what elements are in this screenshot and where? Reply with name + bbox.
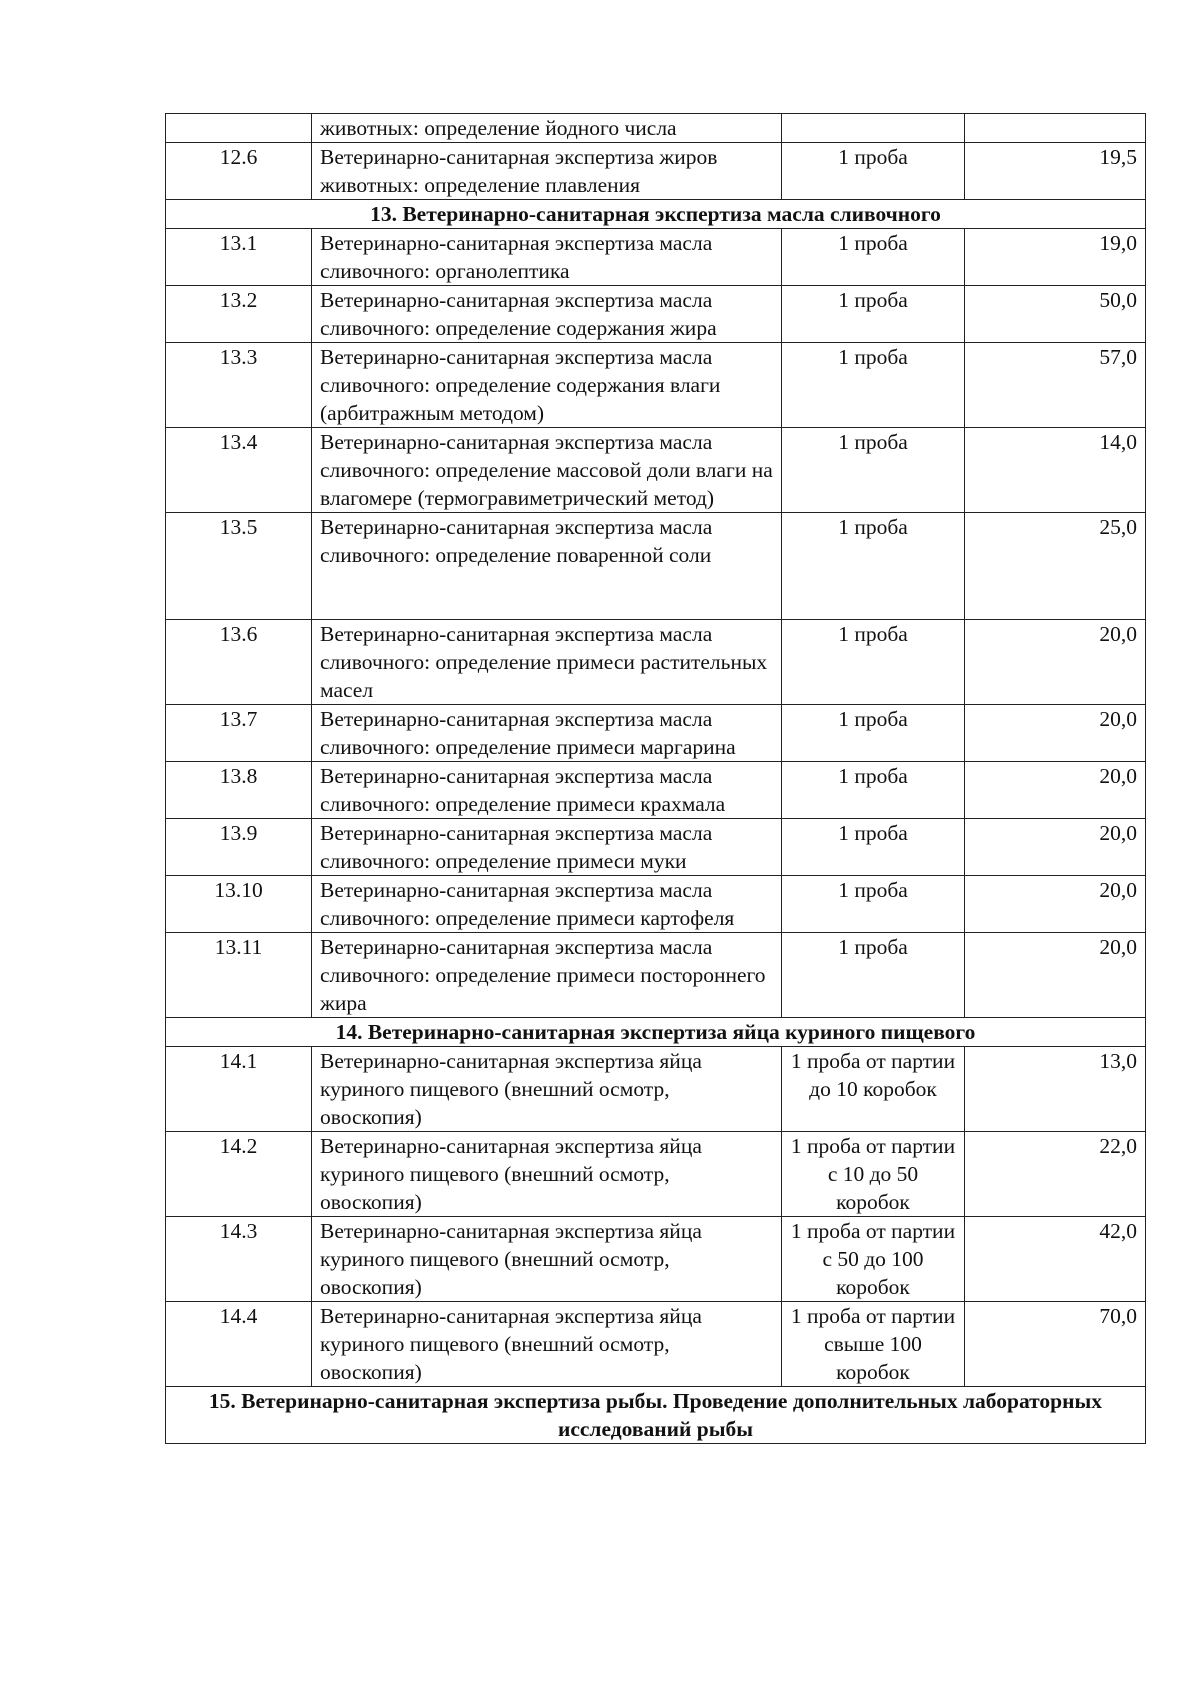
item-number: 14.4 <box>166 1302 312 1387</box>
item-price: 50,0 <box>965 286 1146 343</box>
item-unit <box>782 114 965 143</box>
item-unit: 1 проба <box>782 428 965 513</box>
item-unit: 1 проба <box>782 513 965 620</box>
table-row <box>166 933 1146 1018</box>
item-price: 25,0 <box>965 513 1146 620</box>
table-row <box>166 1302 1146 1387</box>
table-row <box>166 1047 1146 1132</box>
item-number: 13.6 <box>166 620 312 705</box>
item-description: Ветеринарно-санитарная экспертиза масла сливочного: определение примеси картофеля <box>312 876 782 933</box>
item-description: Ветеринарно-санитарная экспертиза яйца куриного пищевого (внешний осмотр, овоскопия) <box>312 1302 782 1387</box>
item-description: Ветеринарно-санитарная экспертиза масла сливочного: определение примеси крахмала <box>312 762 782 819</box>
item-description: Ветеринарно-санитарная экспертиза масла сливочного: определение примеси муки <box>312 819 782 876</box>
item-unit: 1 проба <box>782 819 965 876</box>
table-row <box>166 705 1146 762</box>
item-unit: 1 проба от партии с 10 до 50 коробок <box>782 1132 965 1217</box>
item-unit: 1 проба <box>782 286 965 343</box>
item-price: 20,0 <box>965 620 1146 705</box>
table-row <box>166 876 1146 933</box>
item-description: животных: определение йодного числа <box>312 114 782 143</box>
item-number: 13.5 <box>166 513 312 620</box>
table-row <box>166 114 1146 143</box>
item-price: 20,0 <box>965 705 1146 762</box>
item-number: 13.2 <box>166 286 312 343</box>
item-price: 19,5 <box>965 143 1146 200</box>
item-description: Ветеринарно-санитарная экспертиза яйца куриного пищевого (внешний осмотр, овоскопия) <box>312 1132 782 1217</box>
item-price: 20,0 <box>965 933 1146 1018</box>
item-number: 13.11 <box>166 933 312 1018</box>
item-unit: 1 проба от партии свыше 100 коробок <box>782 1302 965 1387</box>
item-description: Ветеринарно-санитарная экспертиза масла сливочного: определение содержания жира <box>312 286 782 343</box>
section-title: 13. Ветеринарно-санитарная экспертиза масла сливочного <box>166 200 1146 229</box>
table-row <box>166 286 1146 343</box>
item-price: 42,0 <box>965 1217 1146 1302</box>
item-price <box>965 114 1146 143</box>
table-row <box>166 819 1146 876</box>
item-description: Ветеринарно-санитарная экспертиза масла сливочного: определение поваренной соли <box>312 513 782 620</box>
table-row <box>166 343 1146 428</box>
item-number: 13.9 <box>166 819 312 876</box>
item-number: 13.1 <box>166 229 312 286</box>
item-description: Ветеринарно-санитарная экспертиза масла сливочного: определение примеси маргарина <box>312 705 782 762</box>
item-unit: 1 проба <box>782 876 965 933</box>
item-number <box>166 114 312 143</box>
item-description: Ветеринарно-санитарная экспертиза яйца куриного пищевого (внешний осмотр, овоскопия) <box>312 1217 782 1302</box>
item-description: Ветеринарно-санитарная экспертиза яйца куриного пищевого (внешний осмотр, овоскопия) <box>312 1047 782 1132</box>
item-price: 14,0 <box>965 428 1146 513</box>
item-unit: 1 проба <box>782 933 965 1018</box>
section-header-row <box>166 200 1146 229</box>
item-price: 20,0 <box>965 876 1146 933</box>
table-row <box>166 143 1146 200</box>
item-price: 70,0 <box>965 1302 1146 1387</box>
item-number: 13.3 <box>166 343 312 428</box>
item-price: 57,0 <box>965 343 1146 428</box>
item-number: 12.6 <box>166 143 312 200</box>
item-price: 13,0 <box>965 1047 1146 1132</box>
price-table <box>165 113 1146 1444</box>
item-description: Ветеринарно-санитарная экспертиза масла сливочного: определение содержания влаги (арбитражным методом) <box>312 343 782 428</box>
table-row <box>166 620 1146 705</box>
item-unit: 1 проба <box>782 705 965 762</box>
item-description: Ветеринарно-санитарная экспертиза масла сливочного: органолептика <box>312 229 782 286</box>
item-number: 13.4 <box>166 428 312 513</box>
table-row <box>166 1217 1146 1302</box>
item-number: 14.2 <box>166 1132 312 1217</box>
item-unit: 1 проба <box>782 620 965 705</box>
item-unit: 1 проба <box>782 143 965 200</box>
item-price: 19,0 <box>965 229 1146 286</box>
item-number: 13.8 <box>166 762 312 819</box>
item-unit: 1 проба <box>782 229 965 286</box>
item-unit: 1 проба <box>782 343 965 428</box>
item-description: Ветеринарно-санитарная экспертиза жиров животных: определение плавления <box>312 143 782 200</box>
table-row <box>166 428 1146 513</box>
table-row <box>166 762 1146 819</box>
item-price: 20,0 <box>965 762 1146 819</box>
item-price: 22,0 <box>965 1132 1146 1217</box>
item-number: 14.3 <box>166 1217 312 1302</box>
item-number: 14.1 <box>166 1047 312 1132</box>
table-row <box>166 229 1146 286</box>
item-unit: 1 проба от партии с 50 до 100 коробок <box>782 1217 965 1302</box>
section-header-row <box>166 1387 1146 1444</box>
item-description: Ветеринарно-санитарная экспертиза масла сливочного: определение массовой доли влаги на влагомере (термогравиметрический метод) <box>312 428 782 513</box>
section-title: 14. Ветеринарно-санитарная экспертиза яйца куриного пищевого <box>166 1018 1146 1047</box>
item-number: 13.10 <box>166 876 312 933</box>
price-table-body <box>166 114 1146 1444</box>
item-description: Ветеринарно-санитарная экспертиза масла сливочного: определение примеси растительных масел <box>312 620 782 705</box>
item-description: Ветеринарно-санитарная экспертиза масла сливочного: определение примеси постороннего жира <box>312 933 782 1018</box>
document-page <box>165 113 1145 1444</box>
item-unit: 1 проба <box>782 762 965 819</box>
item-price: 20,0 <box>965 819 1146 876</box>
section-title: 15. Ветеринарно-санитарная экспертиза рыбы. Проведение дополнительных лабораторных исследований рыбы <box>166 1387 1146 1444</box>
table-row <box>166 513 1146 620</box>
item-number: 13.7 <box>166 705 312 762</box>
section-header-row <box>166 1018 1146 1047</box>
item-unit: 1 проба от партии до 10 коробок <box>782 1047 965 1132</box>
table-row <box>166 1132 1146 1217</box>
